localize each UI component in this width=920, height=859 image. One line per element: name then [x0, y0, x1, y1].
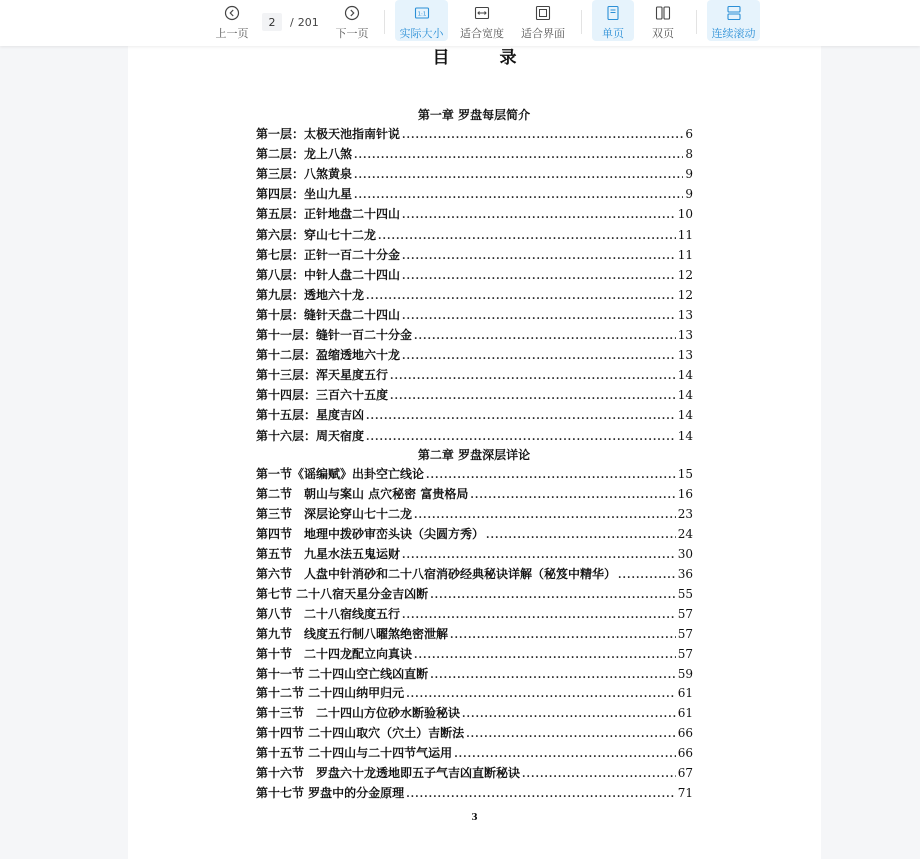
toc-entry[interactable] — [256, 605, 693, 623]
toc-leader-dots — [390, 368, 676, 386]
toc-entry[interactable] — [256, 406, 693, 424]
toc-leader-dots — [390, 388, 676, 406]
page-indicator — [262, 12, 322, 32]
toc-entry-title: 第五层：正针地盘二十四山 — [256, 207, 401, 222]
toc-entry[interactable] — [256, 525, 693, 543]
toc-entry[interactable] — [256, 545, 693, 563]
toc-entry-page: 6 — [685, 127, 693, 141]
toc-leader-dots — [414, 647, 676, 665]
toc-entry[interactable] — [256, 145, 693, 163]
toc-entry-page: 9 — [685, 187, 693, 202]
toc-entry-page: 57 — [677, 606, 693, 621]
toc-leader-dots — [354, 167, 683, 185]
toc-entry-title: 第九节 线度五行制八曜煞绝密泄解 — [256, 626, 449, 641]
toc-leader-dots — [406, 786, 676, 804]
toc-entry[interactable] — [256, 386, 693, 404]
current-page-input[interactable] — [262, 13, 282, 31]
toc-entry-page: 9 — [685, 167, 693, 182]
fit-page-button[interactable] — [517, 0, 569, 41]
toc-entry-page: 11 — [677, 247, 693, 262]
page-separator: / — [290, 15, 294, 29]
toc-entry-title: 第十二层：盈缩透地六十龙 — [256, 348, 401, 363]
toc-entry[interactable] — [256, 665, 693, 683]
toc-entry-title: 第十二节 二十四山纳甲归元 — [256, 686, 405, 701]
toc-entry-title: 第十五层：星度吉凶 — [256, 408, 365, 423]
toc-entry-page: 23 — [677, 506, 693, 521]
toc-entry[interactable] — [256, 764, 693, 782]
toc-entry-title: 第十六层：周天宿度 — [256, 428, 365, 443]
toc-entry-page: 14 — [677, 368, 693, 383]
toc-entry[interactable] — [256, 125, 693, 143]
total-pages: 201 — [297, 15, 319, 29]
toc-entry[interactable] — [256, 226, 693, 244]
toc-entry[interactable] — [256, 427, 693, 445]
toc-entry-title: 第十六节 罗盘六十龙透地即五子气吉凶直断秘诀 — [256, 766, 521, 781]
next-page-button[interactable] — [331, 0, 373, 41]
toc-entry-page: 30 — [677, 546, 693, 561]
continuous-scroll-icon — [726, 5, 742, 21]
toc-entry-page: 59 — [677, 666, 693, 681]
toc-entry[interactable] — [256, 286, 693, 304]
fit-width-button[interactable] — [457, 0, 507, 41]
toc-entry-title: 第十四层：三百六十五度 — [256, 388, 389, 403]
actual-size-label: 实际大小 — [399, 27, 444, 40]
fit-page-label: 适合界面 — [521, 27, 565, 40]
toc-leader-dots — [402, 207, 676, 225]
toc-leader-dots — [462, 706, 676, 724]
toolbar-divider — [384, 10, 385, 34]
toc-leader-dots — [414, 507, 676, 525]
chapter-heading: 第二章 罗盘深层详论 — [417, 448, 531, 462]
toc-entry-page: 14 — [677, 428, 693, 443]
toc-entry-page: 66 — [677, 726, 693, 741]
toc-leader-dots — [378, 228, 676, 246]
toc-entry-page: 12 — [677, 287, 693, 302]
toc-leader-dots — [366, 429, 676, 447]
toc-entry-page: 71 — [677, 786, 693, 801]
toc-entry-page: 61 — [677, 706, 693, 721]
toc-entry-title: 第十四节 二十四山取穴（穴土）吉断法 — [256, 726, 465, 741]
toc-entry[interactable] — [256, 625, 693, 643]
toc-entry-title: 第三层：八煞黄泉 — [256, 167, 353, 182]
fit-page-icon — [535, 5, 551, 21]
prev-page-button[interactable] — [211, 0, 253, 41]
toc-leader-dots — [402, 308, 676, 326]
toc-entry-page: 24 — [677, 526, 693, 541]
actual-size-button[interactable] — [395, 0, 448, 41]
toc-entry-title: 第九层：透地六十龙 — [256, 287, 365, 302]
svg-text:1:1: 1:1 — [417, 11, 426, 18]
toc-leader-dots — [426, 467, 676, 485]
toc-entry-title: 第三节 深层论穿山七十二龙 — [256, 506, 413, 521]
toc-entry-page: 13 — [677, 328, 693, 342]
toc-entry-title: 第七层：正针一百二十分金 — [256, 247, 401, 262]
fit-width-label: 适合宽度 — [460, 27, 504, 40]
continuous-scroll-label: 连续滚动 — [711, 27, 756, 40]
toc-entry-title: 第十三节 二十四山方位砂水断验秘诀 — [256, 706, 461, 721]
toc-entry[interactable] — [256, 346, 693, 364]
toc-entry[interactable] — [256, 505, 693, 523]
toc-leader-dots — [406, 686, 676, 704]
toc-entry-page: 55 — [677, 586, 693, 601]
toc-entry[interactable] — [256, 465, 693, 483]
toc-leader-dots — [430, 587, 676, 605]
toc-entry[interactable] — [256, 724, 693, 742]
prev-page-label: 上一页 — [215, 27, 249, 40]
chevron-left-circle-icon — [224, 5, 240, 21]
toc-leader-dots — [402, 607, 676, 625]
toc-entry-title: 第十七节 罗盘中的分金原理 — [256, 786, 405, 801]
toc-entry[interactable] — [256, 205, 693, 223]
toc-entry[interactable] — [256, 744, 693, 762]
toc-entry-page: 15 — [677, 467, 693, 481]
toc-entry-page: 10 — [677, 207, 693, 222]
toc-entry[interactable] — [256, 485, 693, 503]
document-page — [128, 46, 821, 859]
toc-entry-title: 第十一节 二十四山空亡线凶直断 — [256, 666, 429, 681]
toc-leader-dots — [486, 527, 676, 545]
toc-entry-page: 57 — [677, 626, 693, 641]
toc-entry-title: 第八层：中针人盘二十四山 — [256, 267, 401, 282]
toc-entry-page: 11 — [677, 227, 693, 242]
continuous-scroll-button[interactable] — [707, 0, 760, 41]
toc-entry-page: 16 — [677, 486, 693, 501]
toc-entry[interactable] — [256, 645, 693, 663]
toc-entry-page: 57 — [677, 646, 693, 661]
toolbar-divider — [696, 10, 697, 34]
toc-entry-page: 14 — [677, 408, 693, 423]
toc-title: 目 录 — [432, 48, 539, 68]
toc-entry-title: 第七节 二十八宿天星分金吉凶断 — [256, 586, 429, 601]
toc-entry-page: 67 — [677, 766, 693, 781]
chapter-heading: 第一章 罗盘每层简介 — [417, 108, 531, 122]
toc-entry-title: 第八节 二十八宿线度五行 — [256, 606, 401, 621]
toc-entry[interactable] — [256, 704, 693, 722]
toc-leader-dots — [402, 547, 676, 565]
toc-leader-dots — [430, 667, 676, 685]
toc-leader-dots — [402, 268, 676, 286]
toc-leader-dots — [450, 627, 676, 645]
toc-entry-title: 第四层：坐山九星 — [256, 187, 353, 202]
actual-size-icon — [414, 5, 430, 21]
toc-entry-title: 第六节 人盘中针消砂和二十八宿消砂经典秘诀详解（秘笈中精华） — [256, 566, 617, 581]
toc-entry[interactable] — [256, 366, 693, 384]
viewer-toolbar — [0, 0, 920, 46]
fit-width-icon — [474, 5, 490, 21]
toc-entry[interactable] — [256, 246, 693, 264]
toc-entry[interactable] — [256, 165, 693, 183]
toc-entry-page: 12 — [677, 267, 693, 282]
toc-entry-page: 13 — [677, 307, 693, 322]
toolbar-divider — [581, 10, 582, 34]
toc-leader-dots — [402, 348, 676, 366]
toc-entry-title: 第四节 地理中拨砂审峦头诀（尖圆方秀） — [256, 526, 485, 541]
double-page-icon — [655, 5, 671, 21]
double-page-label: 双页 — [652, 27, 674, 40]
toc-leader-dots — [402, 127, 683, 145]
double-page-button[interactable] — [642, 0, 684, 41]
toc-entry-title: 第十节 二十四龙配立向真诀 — [256, 646, 413, 661]
toc-entry[interactable] — [256, 585, 693, 603]
toc-entry-title: 第二层：龙上八煞 — [256, 147, 353, 162]
chevron-right-circle-icon — [344, 5, 360, 21]
toc-leader-dots — [354, 147, 683, 165]
toc-entry-page: 8 — [685, 147, 693, 162]
toc-leader-dots — [414, 328, 676, 346]
toc-entry[interactable] — [256, 684, 693, 702]
toc-entry-title: 第二节 朝山与案山 点穴秘密 富贵格局 — [256, 486, 469, 501]
toc-entry[interactable] — [256, 185, 693, 203]
toc-entry-page: 13 — [677, 348, 693, 363]
toc-entry[interactable] — [256, 306, 693, 324]
toc-entry-page: 61 — [677, 686, 693, 701]
single-page-label: 单页 — [602, 27, 624, 40]
toc-leader-dots — [366, 408, 676, 426]
toc-entry-title: 第十一层：缝针一百二十分金 — [256, 328, 413, 342]
toc-entry-page: 66 — [677, 746, 693, 761]
toc-entry-title: 第十层：缝针天盘二十四山 — [256, 307, 401, 322]
toc-entry-page: 14 — [677, 388, 693, 403]
toc-leader-dots — [470, 487, 675, 505]
toc-entry-title: 第五节 九星水法五鬼运财 — [256, 546, 401, 561]
toc-leader-dots — [402, 248, 676, 266]
toc-entry-title: 第一节《谣编赋》出卦空亡线论 — [256, 467, 425, 481]
toc-leader-dots — [366, 288, 676, 306]
next-page-label: 下一页 — [335, 27, 369, 40]
toc-leader-dots — [618, 567, 676, 585]
toc-leader-dots — [454, 746, 676, 764]
toc-entry-title: 第十三层：浑天星度五行 — [256, 368, 389, 383]
toc-entry-page: 36 — [677, 566, 693, 581]
single-page-button[interactable] — [592, 0, 634, 41]
toc-entry[interactable] — [256, 326, 693, 344]
toc-entry-title: 第六层：穿山七十二龙 — [256, 227, 377, 242]
toc-entry[interactable] — [256, 565, 693, 583]
toc-leader-dots — [522, 766, 676, 784]
toc-leader-dots — [354, 187, 683, 205]
toc-entry-title: 第十五节 二十四山与二十四节气运用 — [256, 746, 453, 761]
toc-entry[interactable] — [256, 266, 693, 284]
toc-leader-dots — [466, 726, 676, 744]
toc-entry-title: 第一层：太极天池指南针说 — [256, 127, 401, 141]
single-page-icon — [605, 5, 621, 21]
toc-entry[interactable] — [256, 784, 693, 802]
page-number: 3 — [471, 813, 478, 823]
